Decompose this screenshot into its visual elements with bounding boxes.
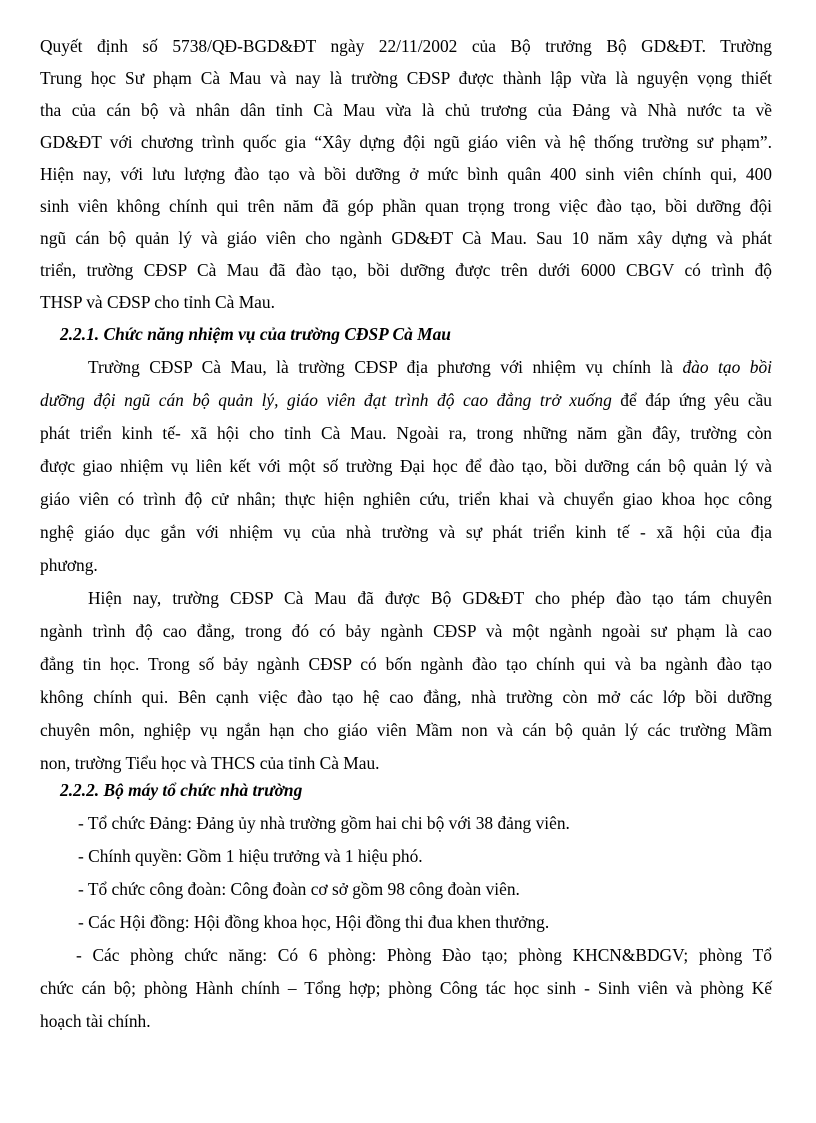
italic-span: đào tạo bồi xyxy=(682,357,772,377)
text-line: chuyên môn, nghiệp vụ ngắn hạn cho giáo viên Mầm non và cán bộ quản lý các trường Mầm xyxy=(40,720,772,740)
text-line: giáo viên có trình độ cử nhân; thực hiện nghiên cứu, triển khai và chuyển giao khoa học công xyxy=(40,489,772,509)
text-line xyxy=(88,351,772,383)
text-line: hoạch tài chính. xyxy=(40,1011,151,1031)
text-line: ngành trình độ cao đẳng, trong đó có bảy ngành CĐSP và một ngành ngoài sư phạm là cao xyxy=(40,621,772,641)
text-line: đẳng tin học. Trong số bảy ngành CĐSP có bốn ngành đào tạo chính qui và ba ngành đào tạo xyxy=(40,654,772,674)
text-line: Hiện nay, với lưu lượng đào tạo và bồi dưỡng ở mức bình quân 400 sinh viên chính qui, 400 xyxy=(40,164,772,184)
text-span: để đáp ứng yêu cầu xyxy=(611,390,772,410)
text-line: Quyết định số 5738/QĐ-BGD&ĐT ngày 22/11/2002 của Bộ trưởng Bộ GD&ĐT. Trường xyxy=(40,36,772,56)
text-line: tha của cán bộ và nhân dân tỉnh Cà Mau vừa là chủ trương của Đảng và Nhà nước ta về xyxy=(40,100,772,120)
list-item: - Tổ chức công đoàn: Công đoàn cơ sở gồm 98 công đoàn viên. xyxy=(78,879,520,899)
text-line: phương. xyxy=(40,555,98,575)
text-line: non, trường Tiểu học và THCS của tỉnh Cà Mau. xyxy=(40,753,380,773)
text-line: ngũ cán bộ quản lý và giáo viên cho ngành GD&ĐT Cà Mau. Sau 10 năm xây dựng và phát xyxy=(40,228,772,248)
text-line: triển, trường CĐSP Cà Mau đã đào tạo, bồi dưỡng được trên dưới 6000 CBGV có trình độ xyxy=(40,260,772,280)
italic-span: dưỡng đội ngũ cán bộ quản lý, giáo viên đạt trình độ cao đẳng trở xuống xyxy=(40,390,612,410)
list-item: - Các Hội đồng: Hội đồng khoa học, Hội đồng thi đua khen thưởng. xyxy=(78,912,550,932)
text-line: nghệ giáo dục gắn với nhiệm vụ của nhà trường và sự phát triển kinh tế - xã hội của địa xyxy=(40,522,772,542)
text-span: Trường CĐSP Cà Mau, là trường CĐSP địa phương với nhiệm vụ chính là xyxy=(88,357,683,377)
text-line: phát triển kinh tế- xã hội cho tỉnh Cà Mau. Ngoài ra, trong những năm gần đây, trường còn xyxy=(40,423,772,443)
text-line: - Các phòng chức năng: Có 6 phòng: Phòng Đào tạo; phòng KHCN&BDGV; phòng Tổ xyxy=(76,945,772,965)
text-line: THSP và CĐSP cho tỉnh Cà Mau. xyxy=(40,292,275,312)
list-item: - Chính quyền: Gồm 1 hiệu trưởng và 1 hiệu phó. xyxy=(78,846,423,866)
text-line: không chính qui. Bên cạnh việc đào tạo hệ cao đẳng, nhà trường còn mở các lớp bồi dưỡng xyxy=(40,687,772,707)
text-line xyxy=(40,384,772,416)
list-item: - Tổ chức Đảng: Đảng ủy nhà trường gồm hai chi bộ với 38 đảng viên. xyxy=(78,813,570,833)
text-line: GD&ĐT với chương trình quốc gia “Xây dựng đội ngũ giáo viên và hệ thống trường sư phạm”. xyxy=(40,132,772,152)
text-line: được giao nhiệm vụ liên kết với một số trường Đại học để đào tạo, bồi dưỡng cán bộ quản lý và xyxy=(40,456,772,476)
text-line: Trung học Sư phạm Cà Mau và nay là trường CĐSP được thành lập vừa là nguyện vọng thiết xyxy=(40,68,772,88)
section-heading-2-2-2: 2.2.2. Bộ máy tổ chức nhà trường xyxy=(60,780,303,800)
text-line: Hiện nay, trường CĐSP Cà Mau đã được Bộ GD&ĐT cho phép đào tạo tám chuyên xyxy=(88,588,772,608)
section-heading-2-2-1: 2.2.1. Chức năng nhiệm vụ của trường CĐSP Cà Mau xyxy=(60,324,451,344)
text-line: sinh viên không chính qui trên năm đã góp phần quan trọng trong việc đào tạo, bồi dưỡng đội xyxy=(40,196,772,216)
text-line: chức cán bộ; phòng Hành chính – Tổng hợp; phòng Công tác học sinh - Sinh viên và phòng Kế xyxy=(40,978,772,998)
